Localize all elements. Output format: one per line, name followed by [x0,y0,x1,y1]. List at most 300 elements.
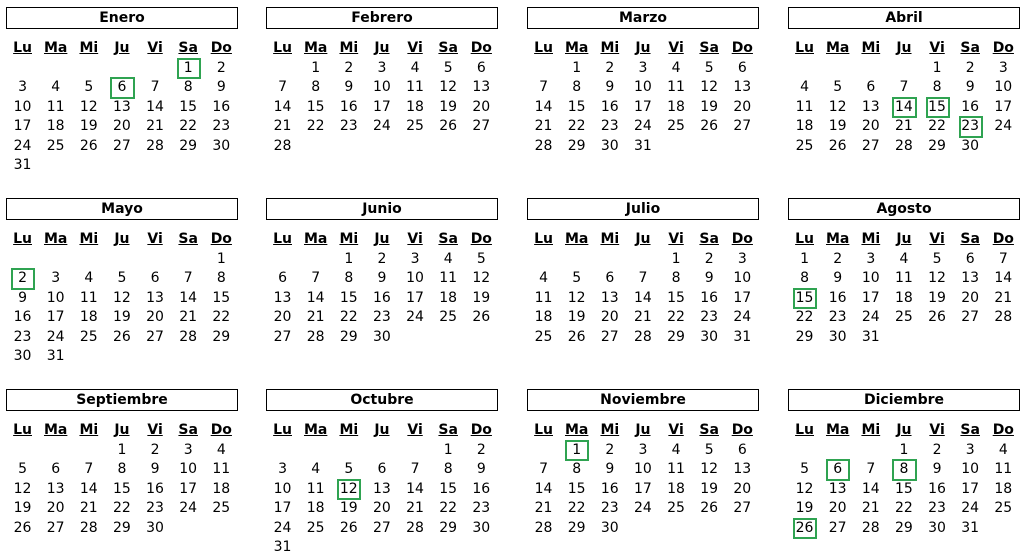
day-header: Mi [79,422,99,438]
day-header: Lu [795,422,814,438]
week-row [788,480,1020,499]
empty-cell [954,328,987,347]
day-cell: 17 [46,309,65,326]
day-cell: 25 [306,519,325,536]
day-cell: 11 [667,461,685,478]
week-row [266,538,498,557]
day-cell: 25 [212,500,231,517]
day-cell: 9 [18,289,28,306]
day-cell: 6 [150,270,160,287]
empty-cell [921,328,954,347]
day-header: Sa [960,422,980,438]
day-cell: 21 [179,309,198,326]
day-cell: 26 [439,118,458,135]
month-marzo [527,7,759,156]
day-header: Do [992,231,1014,247]
day-cell: 17 [179,480,198,497]
highlighted-day: 15 [788,289,821,308]
day-cell: 2 [704,251,714,267]
week-row [527,250,759,269]
empty-cell [139,156,172,175]
day-header: Sa [438,231,458,247]
day-cell: 23 [828,309,847,326]
day-header: Do [731,40,753,56]
day-header: Lu [534,40,553,56]
day-cell: 24 [13,137,32,154]
month-octubre [266,389,498,557]
day-cell: 7 [899,79,909,96]
month-title: Diciembre [788,389,1020,411]
day-cell: 25 [79,328,98,345]
day-cell: 25 [406,118,424,135]
day-cell: 31 [733,328,752,345]
day-header: Ma [43,40,68,56]
empty-cell [854,441,887,460]
day-cell: 25 [534,328,553,345]
day-header: Vi [407,231,423,247]
day-cell: 23 [339,118,358,135]
day-cell: 28 [406,519,424,536]
day-cell: 18 [306,500,325,517]
day-cell: 4 [800,79,810,96]
day-header: Sa [699,231,719,247]
day-cell: 6 [278,270,288,287]
month-septiembre [6,389,238,538]
day-cell: 20 [733,480,752,497]
day-cell: 11 [306,480,325,497]
day-cell: 4 [443,251,453,267]
day-header: Lu [13,231,32,247]
empty-cell [299,250,332,269]
day-cell: 10 [273,480,292,497]
day-cell: 24 [733,309,752,326]
day-cell: 14 [534,480,553,497]
day-cell: 20 [273,309,292,326]
empty-cell [139,347,172,366]
day-cell: 10 [46,289,65,306]
empty-cell [465,538,498,557]
day-cell: 24 [994,118,1013,135]
week-row [6,137,238,156]
week-row [6,59,238,78]
day-cell: 13 [733,79,752,96]
day-cell: 29 [667,328,685,345]
month-abril [788,7,1020,156]
empty-cell [365,538,398,557]
day-cell: 20 [146,309,164,326]
day-cell: 27 [113,137,131,154]
week-row [6,519,238,538]
day-cell: 23 [472,500,491,517]
day-cell: 16 [339,98,358,115]
day-cell: 10 [994,79,1013,96]
empty-cell [987,519,1020,538]
highlighted-day: 1 [560,441,593,460]
highlighted-day: 8 [887,460,920,479]
month-noviembre [527,389,759,538]
week-row [788,499,1020,518]
day-cell: 15 [895,480,913,497]
day-cell: 1 [899,442,909,458]
day-header: Vi [147,422,163,438]
day-header: Lu [273,40,292,56]
day-cell: 21 [534,118,553,135]
day-header: Ju [896,40,912,56]
day-cell: 1 [117,442,127,458]
empty-cell [332,538,365,557]
day-cell: 15 [179,98,198,115]
day-cell: 12 [795,480,814,497]
day-cell: 14 [994,270,1013,287]
day-header: Sa [178,40,198,56]
day-cell: 21 [406,500,424,517]
day-header: Ma [303,40,328,56]
week-row [6,250,238,269]
day-cell: 10 [634,79,652,96]
day-cell: 6 [605,270,615,287]
empty-cell [432,538,465,557]
day-cell: 8 [117,461,127,478]
empty-cell [987,137,1020,156]
day-header: Lu [534,231,553,247]
day-cell: 3 [737,251,747,267]
day-cell: 31 [961,519,980,536]
day-cell: 15 [567,480,586,497]
day-cell: 1 [572,60,582,76]
day-header: Sa [438,422,458,438]
day-cell: 13 [828,480,847,497]
day-cell: 9 [344,79,354,96]
day-cell: 12 [439,79,458,96]
day-cell: 10 [373,79,391,96]
day-cell: 25 [46,137,65,154]
day-header: Ma [564,231,589,247]
day-cell: 17 [961,480,980,497]
empty-cell [72,347,105,366]
day-cell: 13 [373,480,391,497]
day-cell: 18 [406,98,424,115]
empty-cell [693,519,726,538]
day-header: Vi [668,231,684,247]
day-cell: 17 [733,289,752,306]
day-header: Ma [43,231,68,247]
week-row [527,499,759,518]
day-cell: 28 [534,519,553,536]
day-cell: 7 [150,79,160,96]
week-row [788,78,1020,97]
day-cell: 18 [667,480,685,497]
day-header: Mi [861,422,881,438]
day-cell: 8 [671,270,681,287]
empty-cell [72,156,105,175]
day-cell: 21 [634,309,652,326]
day-cell: 24 [961,500,980,517]
day-cell: 22 [212,309,231,326]
empty-cell [821,441,854,460]
day-cell: 23 [600,118,619,135]
day-cell: 11 [406,79,424,96]
day-cell: 21 [895,118,913,135]
empty-cell [660,137,693,156]
day-cell: 27 [46,519,65,536]
week-row [266,499,498,518]
empty-cell [788,441,821,460]
highlighted-day: 6 [821,460,854,479]
week-row [6,269,238,288]
week-row [788,117,1020,136]
empty-cell [887,328,920,347]
empty-cell [399,137,432,156]
day-cell: 9 [377,270,387,287]
day-cell: 28 [895,137,913,154]
day-cell: 16 [928,480,946,497]
day-cell: 18 [895,289,913,306]
day-cell: 20 [861,118,880,135]
day-cell: 28 [179,328,198,345]
day-cell: 10 [861,270,880,287]
month-title: Abril [788,7,1020,29]
day-cell: 11 [79,289,98,306]
day-cell: 26 [928,309,946,326]
day-header: Vi [929,231,945,247]
day-cell: 9 [704,270,714,287]
empty-cell [432,328,465,347]
day-cell: 11 [46,98,65,115]
day-cell: 2 [605,60,615,76]
day-cell: 16 [13,309,32,326]
day-cell: 21 [273,118,292,135]
day-cell: 22 [795,309,814,326]
day-cell: 3 [278,461,288,478]
week-row [6,289,238,308]
week-row [788,269,1020,288]
empty-cell [266,59,299,78]
day-cell: 22 [113,500,131,517]
day-header: Ju [114,422,130,438]
empty-cell [105,59,138,78]
day-cell: 20 [373,500,391,517]
week-row [6,460,238,479]
month-title: Mayo [6,198,238,220]
week-row [788,308,1020,327]
day-cell: 5 [572,270,582,287]
empty-cell [887,59,920,78]
day-header: Do [731,231,753,247]
week-row [527,289,759,308]
week-row [6,480,238,499]
day-cell: 13 [46,480,65,497]
day-cell: 23 [700,309,719,326]
day-cell: 23 [600,500,619,517]
empty-cell [6,250,39,269]
week-row [266,78,498,97]
empty-cell [365,137,398,156]
day-cell: 30 [700,328,719,345]
day-cell: 25 [994,500,1013,517]
week-row [266,117,498,136]
day-cell: 17 [13,118,32,135]
day-cell: 8 [183,79,193,96]
day-cell: 7 [84,461,94,478]
week-row [527,519,759,538]
day-cell: 17 [634,98,652,115]
empty-cell [139,250,172,269]
day-header: Sa [438,40,458,56]
highlighted-day: 6 [105,78,138,97]
day-cell: 16 [472,480,491,497]
day-cell: 19 [339,500,358,517]
day-cell: 12 [567,289,586,306]
day-cell: 6 [737,442,747,458]
day-cell: 15 [306,98,325,115]
empty-cell [105,250,138,269]
day-cell: 28 [994,309,1013,326]
day-cell: 27 [733,500,752,517]
day-header: Lu [795,231,814,247]
day-cell: 21 [79,500,98,517]
empty-cell [266,441,299,460]
day-cell: 27 [733,118,752,135]
day-cell: 22 [667,309,685,326]
day-cell: 7 [278,79,288,96]
day-cell: 28 [79,519,98,536]
week-row [527,308,759,327]
day-cell: 26 [700,500,719,517]
day-cell: 19 [795,500,814,517]
day-cell: 13 [273,289,292,306]
day-cell: 19 [439,98,458,115]
day-header: Do [210,231,232,247]
day-cell: 28 [634,328,652,345]
day-cell: 10 [406,270,424,287]
day-header: Vi [147,231,163,247]
week-row [266,308,498,327]
day-cell: 12 [472,270,491,287]
empty-cell [332,441,365,460]
day-cell: 19 [472,289,491,306]
day-cell: 18 [439,289,458,306]
day-cell: 17 [273,500,292,517]
empty-cell [39,59,72,78]
day-cell: 30 [212,137,231,154]
day-header: Sa [960,40,980,56]
empty-cell [39,441,72,460]
day-header: Mi [861,40,881,56]
day-header: Mi [600,231,620,247]
day-cell: 21 [861,500,880,517]
day-cell: 11 [895,270,913,287]
day-cell: 4 [311,461,321,478]
day-cell: 20 [472,98,491,115]
week-row [6,328,238,347]
day-cell: 19 [700,480,719,497]
day-cell: 23 [212,118,231,135]
day-cell: 15 [212,289,231,306]
empty-cell [726,137,759,156]
day-header: Mi [339,40,359,56]
day-cell: 24 [406,309,424,326]
empty-cell [332,137,365,156]
empty-cell [105,347,138,366]
week-row [266,519,498,538]
day-cell: 3 [998,60,1008,76]
day-cell: 19 [928,289,946,306]
day-cell: 2 [476,442,486,458]
day-cell: 15 [339,289,358,306]
day-cell: 2 [605,442,615,458]
day-cell: 4 [84,270,94,287]
day-cell: 2 [377,251,387,267]
day-header: Sa [960,231,980,247]
day-cell: 27 [961,309,980,326]
day-cell: 1 [344,251,354,267]
day-cell: 9 [833,270,843,287]
day-cell: 5 [833,79,843,96]
day-cell: 18 [534,309,553,326]
week-row [266,328,498,347]
day-cell: 24 [46,328,65,345]
day-cell: 20 [46,500,65,517]
week-row [527,480,759,499]
week-row [6,308,238,327]
day-cell: 17 [406,289,424,306]
day-cell: 5 [117,270,127,287]
week-row [527,78,759,97]
empty-cell [527,441,560,460]
day-header: Sa [699,422,719,438]
day-cell: 29 [567,519,586,536]
empty-cell [399,441,432,460]
empty-cell [593,250,626,269]
day-cell: 11 [534,289,553,306]
day-header: Mi [339,231,359,247]
day-cell: 23 [146,500,164,517]
day-cell: 26 [567,328,586,345]
empty-cell [854,59,887,78]
day-cell: 11 [994,461,1013,478]
day-cell: 7 [183,270,193,287]
day-cell: 29 [567,137,586,154]
day-cell: 18 [994,480,1013,497]
day-cell: 13 [146,289,164,306]
week-row [527,59,759,78]
day-cell: 25 [667,118,685,135]
day-cell: 26 [828,137,847,154]
day-cell: 14 [634,289,652,306]
week-row [266,289,498,308]
day-cell: 12 [113,289,131,306]
month-title: Junio [266,198,498,220]
day-cell: 28 [861,519,880,536]
day-cell: 29 [795,328,814,345]
empty-cell [465,137,498,156]
day-cell: 10 [13,98,32,115]
day-cell: 22 [567,118,586,135]
week-row [527,117,759,136]
day-cell: 24 [861,309,880,326]
day-cell: 15 [113,480,131,497]
day-cell: 18 [667,98,685,115]
day-cell: 14 [79,480,98,497]
day-cell: 4 [539,270,549,287]
day-cell: 4 [998,442,1008,458]
empty-cell [626,250,659,269]
day-cell: 1 [443,442,453,458]
day-header: Vi [407,422,423,438]
day-header: Ma [564,422,589,438]
day-cell: 19 [113,309,131,326]
day-cell: 26 [472,309,491,326]
